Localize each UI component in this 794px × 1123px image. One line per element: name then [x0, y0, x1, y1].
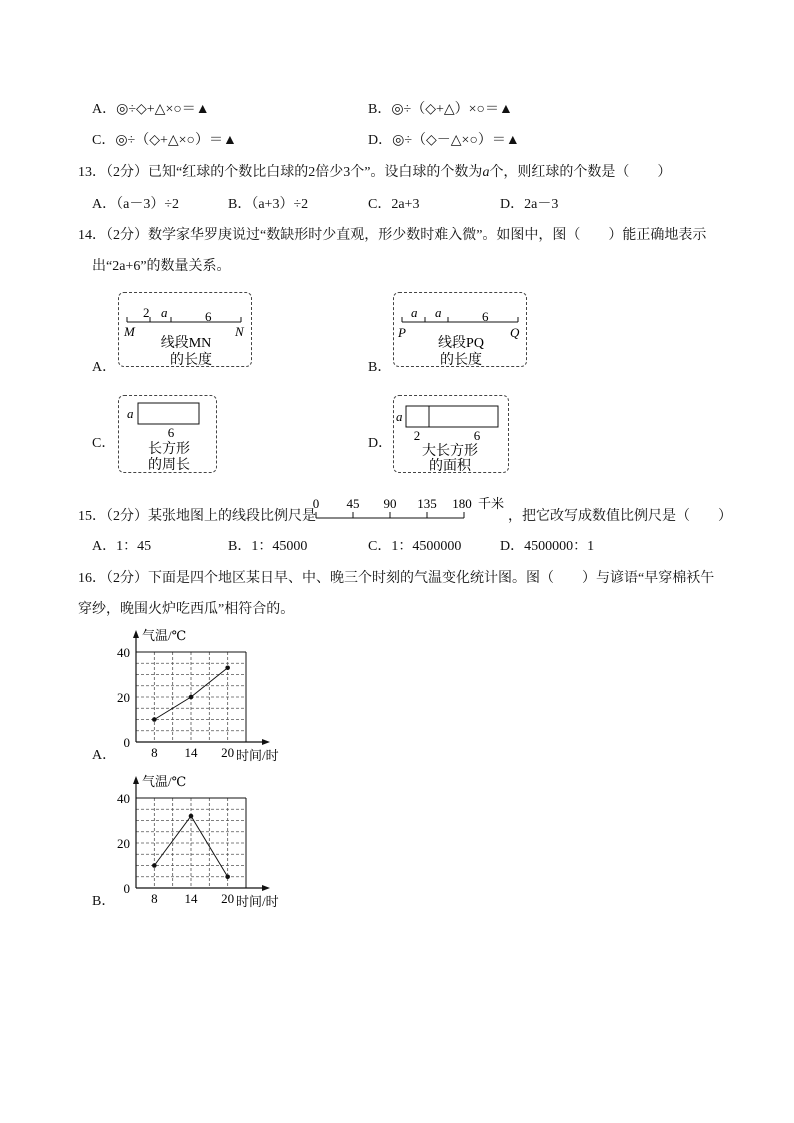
q15-stem-pre: 15．（2分）某张地图上的线段比例尺是 [78, 509, 316, 524]
q13-stem-pre: 13．（2分）已知“红球的个数比白球的2倍少3个”。设白球的个数为 [78, 165, 483, 180]
rectangle-area-diagram [394, 396, 510, 474]
q12-option-c: C．◎÷（◇+△×○）＝▲ [92, 133, 237, 148]
y-axis-arrow [133, 630, 139, 638]
seg-label-1: 2 [143, 305, 150, 320]
y-tick-label: 40 [117, 791, 130, 806]
caption-line2: 的长度 [440, 353, 482, 368]
q13-option-c: C．2a+3 [368, 197, 420, 212]
q14-letter-d: D． [368, 436, 393, 451]
temperature-chart-a [100, 625, 300, 763]
data-point [225, 874, 230, 879]
q15-option-c: C．1：4500000 [368, 539, 462, 554]
q14-figure-d [393, 395, 509, 473]
y-tick-label: 40 [117, 645, 130, 660]
caption-line1: 长方形 [148, 442, 190, 457]
x-tick-label: 8 [151, 745, 158, 760]
segment-pq-diagram [394, 293, 528, 368]
point-n: N [235, 324, 244, 339]
q13-option-b: B．（a+3）÷2 [228, 197, 309, 212]
y-tick-label: 20 [117, 690, 130, 705]
seg-label-3: 6 [205, 309, 212, 324]
scale-label-180: 180 [452, 496, 472, 511]
y-axis-arrow [133, 776, 139, 784]
caption-line1: 大长方形 [422, 444, 478, 459]
x-axis-title: 时间/时 [236, 894, 279, 909]
bottom-label: 6 [167, 425, 175, 440]
q16-letter-a: A． [92, 748, 117, 763]
q16-letter-b: B． [92, 894, 116, 909]
bottom-label-2: 6 [473, 428, 481, 443]
rectangle-perimeter-diagram [119, 396, 218, 474]
x-tick-label: 14 [184, 745, 198, 760]
q13-stem [78, 163, 671, 183]
y-axis-title: 气温/℃ [142, 628, 187, 643]
scale-label-135: 135 [417, 496, 437, 511]
point-q: Q [510, 325, 520, 340]
x-tick-label: 14 [184, 891, 198, 906]
x-tick-label: 20 [221, 745, 235, 760]
seg-label-2: a [435, 305, 442, 320]
segment-mn-diagram [119, 293, 253, 368]
q14-figure-b [393, 292, 527, 367]
data-point [152, 863, 157, 868]
caption-line2: 的周长 [148, 458, 190, 473]
q13-var: a [482, 165, 490, 180]
temperature-chart-b [100, 771, 300, 909]
q14-figure-c [118, 395, 217, 473]
x-axis-title: 时间/时 [236, 748, 279, 763]
seg-label-2: a [161, 305, 168, 320]
big-rectangle [406, 406, 498, 427]
side-label: a [396, 409, 403, 424]
scale-unit: 千米 [478, 496, 505, 511]
scale-bar [308, 494, 514, 524]
q12-option-b: B．◎÷（◇+△）×○＝▲ [368, 102, 513, 117]
x-axis-arrow [262, 885, 270, 891]
q16-stem-line1: 16．（2分）下面是四个地区某日早、中、晚三个时刻的气温变化统计图。图（ ）与谚语“早穿棉袄午 [78, 571, 715, 586]
caption-line1: 线段PQ [438, 336, 484, 351]
scale-label-90: 90 [383, 496, 397, 511]
x-tick-label: 20 [221, 891, 235, 906]
data-point [225, 665, 230, 670]
data-point [152, 717, 157, 722]
q15-option-a: A．1：45 [92, 539, 152, 554]
q15-stem-post: ，把它改写成数值比例尺是（ ） [508, 509, 732, 524]
x-tick-label: 8 [151, 891, 158, 906]
point-p: P [398, 325, 406, 340]
scale-label-0: 0 [312, 496, 320, 511]
q13-stem-post: 个，则红球的个数是（ ） [489, 165, 672, 180]
q13-option-a: A．（a－3）÷2 [92, 197, 180, 212]
seg-label-3: 6 [482, 309, 489, 324]
bottom-label-1: 2 [413, 428, 421, 443]
point-m: M [124, 324, 135, 339]
y-axis-title: 气温/℃ [142, 774, 187, 789]
caption-line1: 线段MN [160, 336, 212, 351]
data-point [189, 695, 194, 700]
q12-option-d: D．◎÷（◇－△×○）＝▲ [368, 133, 520, 148]
q14-letter-b: B． [368, 360, 392, 375]
q12-option-a: A．◎÷◇+△×○＝▲ [92, 102, 210, 117]
caption-line2: 的长度 [170, 353, 212, 368]
y-tick-label: 20 [117, 836, 130, 851]
q16-stem-line2: 穿纱，晚围火炉吃西瓜”相符合的。 [78, 602, 295, 617]
q14-figure-a [118, 292, 252, 367]
q15-option-b: B．1：45000 [228, 539, 308, 554]
q14-stem-line1: 14．（2分）数学家华罗庚说过“数缺形时少直观，形少数时难入微”。如图中，图（ ）能正确地表示 [78, 228, 707, 243]
rectangle [138, 403, 199, 424]
seg-label-1: a [411, 305, 418, 320]
q13-option-d: D．2a－3 [500, 197, 559, 212]
y-tick-label: 0 [123, 881, 130, 896]
data-point [189, 814, 194, 819]
x-axis-arrow [262, 739, 270, 745]
caption-line2: 的面积 [429, 459, 471, 474]
y-tick-label: 0 [123, 735, 130, 750]
side-label: a [127, 406, 134, 421]
q14-stem-line2: 出“2a+6”的数量关系。 [92, 259, 231, 274]
q15-option-d: D．4500000：1 [500, 539, 595, 554]
q14-letter-a: A． [92, 360, 117, 375]
scale-label-45: 45 [346, 496, 360, 511]
q14-letter-c: C． [92, 436, 116, 451]
